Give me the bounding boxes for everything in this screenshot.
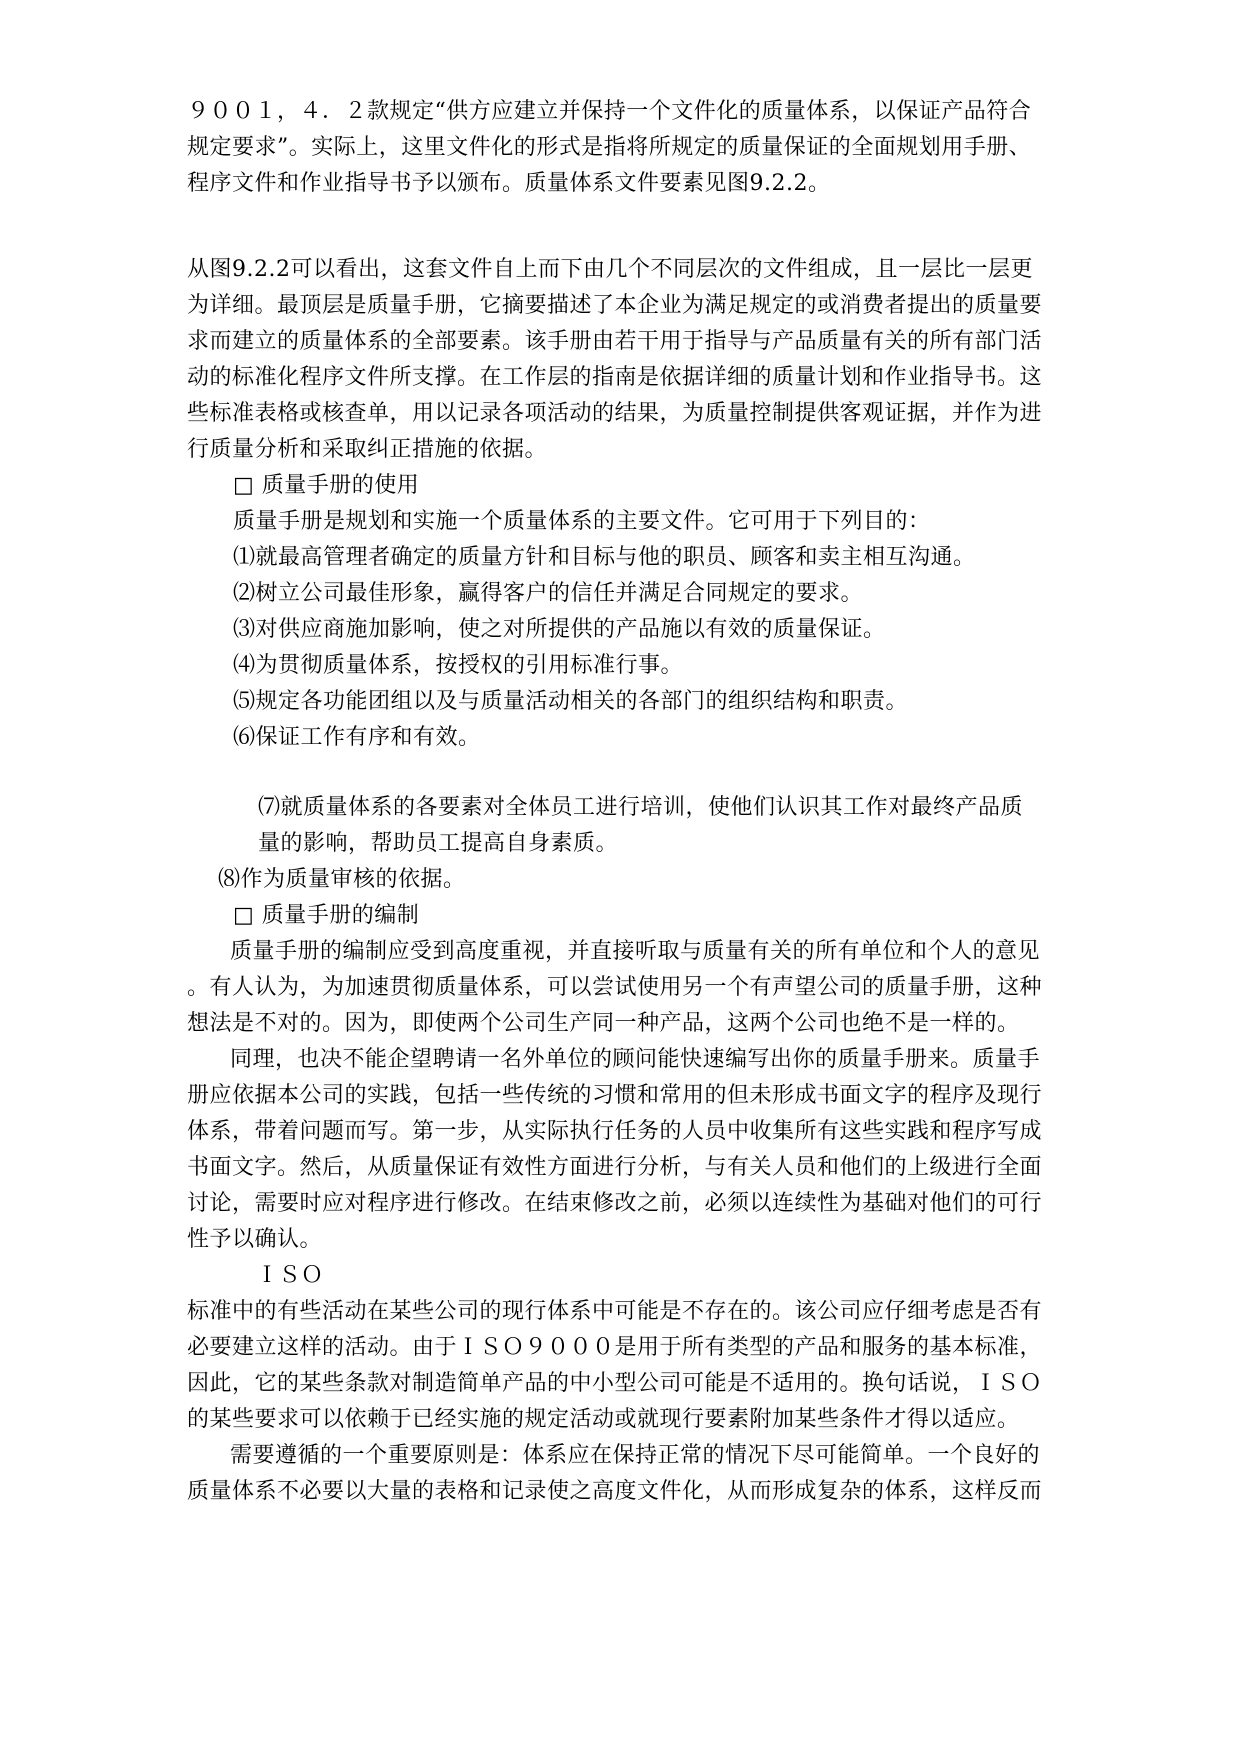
- text-line: 质量体系不必要以大量的表格和记录使之高度文件化，从而形成复杂的体系，这样反而: [187, 1479, 1043, 1504]
- text-line: 质量手册是规划和实施一个质量体系的主要文件。它可用于下列目的：: [233, 509, 931, 534]
- text-line: 想法是不对的。因为，即使两个公司生产同一种产品，这两个公司也绝不是一样的。: [187, 1011, 1020, 1036]
- text-line: 求而建立的质量体系的全部要素。该手册由若干用于指导与产品质量有关的所有部门活: [187, 329, 1043, 354]
- text-line: 标准中的有些活动在某些公司的现行体系中可能是不存在的。该公司应仔细考虑是否有: [187, 1299, 1043, 1324]
- text-line: 的某些要求可以依赖于已经实施的规定活动或就现行要素附加某些条件才得以适应。: [187, 1407, 1020, 1432]
- list-item: ⑵树立公司最佳形象，赢得客户的信任并满足合同规定的要求。: [233, 581, 864, 606]
- list-item: ⑺就质量体系的各要素对全体员工进行培训，使他们认识其工作对最终产品质: [258, 795, 1024, 820]
- text-line: 书面文字。然后，从质量保证有效性方面进行分析，与有关人员和他们的上级进行全面: [187, 1155, 1043, 1180]
- list-item: ⑶对供应商施加影响，使之对所提供的产品施以有效的质量保证。: [233, 617, 886, 642]
- text-line: ９００１，４．２款规定“供方应建立并保持一个文件化的质量体系，以保证产品符合: [187, 99, 1032, 124]
- text-line: 册应依据本公司的实践，包括一些传统的习惯和常用的但未形成书面文字的程序及现行: [187, 1083, 1043, 1108]
- text-line: 性予以确认。: [187, 1227, 323, 1252]
- text-line: 量的影响，帮助员工提高自身素质。: [258, 831, 619, 856]
- text-line: 同理，也决不能企望聘请一名外单位的顾问能快速编写出你的质量手册来。质量手: [230, 1047, 1041, 1072]
- section-heading: □ 质量手册的使用: [233, 473, 420, 498]
- text-line: 动的标准化程序文件所支撑。在工作层的指南是依据详细的质量计划和作业指导书。这: [187, 365, 1043, 390]
- text-line: ＩＳＯ: [256, 1263, 324, 1288]
- list-item: ⑹保证工作有序和有效。: [233, 725, 481, 750]
- text-line: 为详细。最顶层是质量手册，它摘要描述了本企业为满足规定的或消费者提出的质量要: [187, 293, 1043, 318]
- text-line: 讨论，需要时应对程序进行修改。在结束修改之前，必须以连续性为基础对他们的可行: [187, 1191, 1043, 1216]
- text-line: 因此，它的某些条款对制造简单产品的中小型公司可能是不适用的。换句话说，ＩＳＯ: [187, 1371, 1043, 1396]
- section-heading: □ 质量手册的编制: [233, 903, 420, 928]
- list-item: ⑴就最高管理者确定的质量方针和目标与他的职员、顾客和卖主相互沟通。: [233, 545, 976, 570]
- text-line: 体系，带着问题而写。第一步，从实际执行任务的人员中收集所有这些实践和程序写成: [187, 1119, 1043, 1144]
- list-item: ⑷为贯彻质量体系，按授权的引用标准行事。: [233, 653, 684, 678]
- list-item: ⑸规定各功能团组以及与质量活动相关的各部门的组织结构和职责。: [233, 689, 909, 714]
- text-line: 规定要求”。实际上，这里文件化的形式是指将所规定的质量保证的全面规划用手册、: [187, 135, 1032, 160]
- text-line: 些标准表格或核查单，用以记录各项活动的结果，为质量控制提供客观证据，并作为进: [187, 401, 1043, 426]
- list-item: ⑻作为质量审核的依据。: [218, 867, 466, 892]
- text-line: 质量手册的编制应受到高度重视，并直接听取与质量有关的所有单位和个人的意见: [230, 939, 1041, 964]
- text-line: 必要建立这样的活动。由于ＩＳＯ９０００是用于所有类型的产品和服务的基本标准，: [187, 1335, 1043, 1360]
- text-line: 行质量分析和采取纠正措施的依据。: [187, 437, 548, 462]
- text-line: 需要遵循的一个重要原则是：体系应在保持正常的情况下尽可能简单。一个良好的: [230, 1443, 1041, 1468]
- text-line: 从图9.2.2可以看出，这套文件自上而下由几个不同层次的文件组成，且一层比一层更: [187, 257, 1033, 282]
- text-line: 。有人认为，为加速贯彻质量体系，可以尝试使用另一个有声望公司的质量手册，这种: [187, 975, 1043, 1000]
- text-line: 程序文件和作业指导书予以颁布。质量体系文件要素见图9.2.2。: [187, 171, 831, 196]
